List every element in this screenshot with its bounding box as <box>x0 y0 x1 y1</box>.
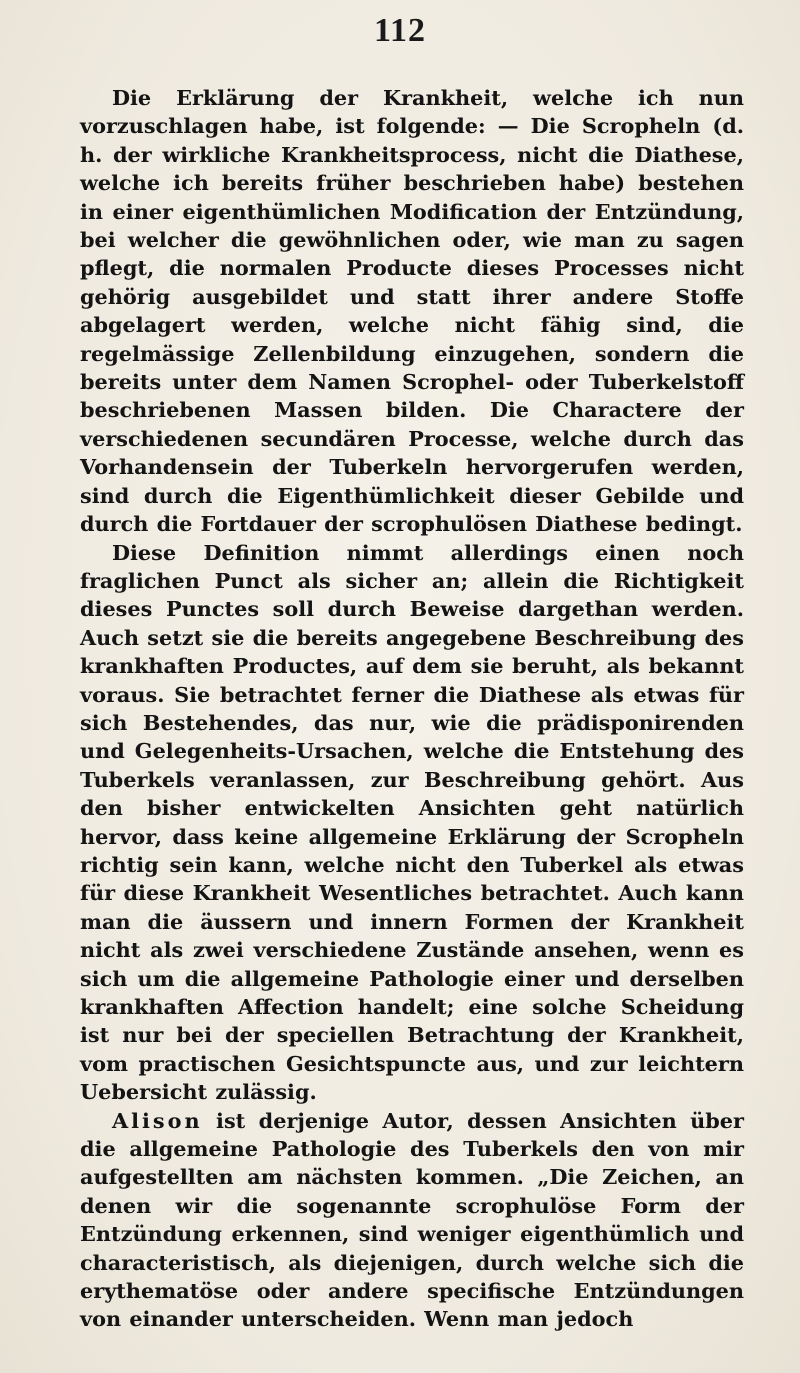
paragraph-alison <box>80 1107 744 1334</box>
author-name: Alison <box>112 1107 203 1133</box>
paragraph-discussion: Diese Definition nimmt allerdings einen noch fraglichen Punct als sicher an; allein die Richtigkeit dieses Punctes soll durch Beweise dargethan werden. Auch setzt sie die bereits angegebene Beschreibung des krankhaften Productes, auf dem sie beruht, als bekannt voraus. Sie betrachtet ferner die Diathese als etwas für sich Bestehendes, das nur, wie die prädisponirenden und Gelegenheits-Ursachen, welche die Entstehung des Tuberkels veranlassen, zur Beschreibung gehört. Aus den bisher entwickelten Ansichten geht natürlich hervor, dass keine allgemeine Erklärung der Scropheln richtig sein kann, welche nicht den Tuberkel als etwas für diese Krankheit Wesentliches betrachtet. Auch kann man die äussern und innern Formen der Krankheit nicht als zwei verschiedene Zustände ansehen, wenn es sich um die allgemeine Pathologie einer und derselben krankhaften Affection handelt; eine solche Scheidung ist nur bei der speciellen Betrachtung der Krankheit, vom practischen Gesichtspuncte aus, und zur leichtern Uebersicht zulässig. <box>80 539 744 1105</box>
page-number: 112 <box>373 12 427 49</box>
paragraph-alison-text: ist derjenige Autor, dessen Ansichten über die allgemeine Pathologie des Tuberkels den von mir aufgestellten am nächsten kommen. „Die Zeichen, an denen wir die sogenannte scrophulöse Form der Entzündung erkennen, sind weniger eigenthümlich und characteristisch, als diejenigen, durch welche sich die erythematöse oder andere specifische Entzündungen von einander unterscheiden. Wenn man jedoch <box>80 1107 744 1332</box>
paragraph-definition: Die Erklärung der Krankheit, welche ich nun vorzuschlagen habe, ist folgende: — Die Scropheln (d. h. der wirkliche Krankheitsprocess, nicht die Diathese, welche ich bereits früher beschrieben habe) bestehen in einer eigenthümlichen Modification der Entzündung, bei welcher die gewöhnlichen oder, wie man zu sagen pflegt, die normalen Producte dieses Processes nicht gehörig ausgebildet und statt ihrer andere Stoffe abgelagert werden, welche nicht fähig sind, die regelmässige Zellenbildung einzugehen, sondern die bereits unter dem Namen Scrophel- oder Tuberkelstoff beschriebenen Massen bilden. Die Charactere der verschiedenen secundären Processe, welche durch das Vorhandensein der Tuberkeln hervorgerufen werden, sind durch die Eigenthümlichkeit dieser Gebilde und durch die Fortdauer der scrophulösen Diathese bedingt. <box>80 85 744 537</box>
body-text <box>80 84 744 1334</box>
